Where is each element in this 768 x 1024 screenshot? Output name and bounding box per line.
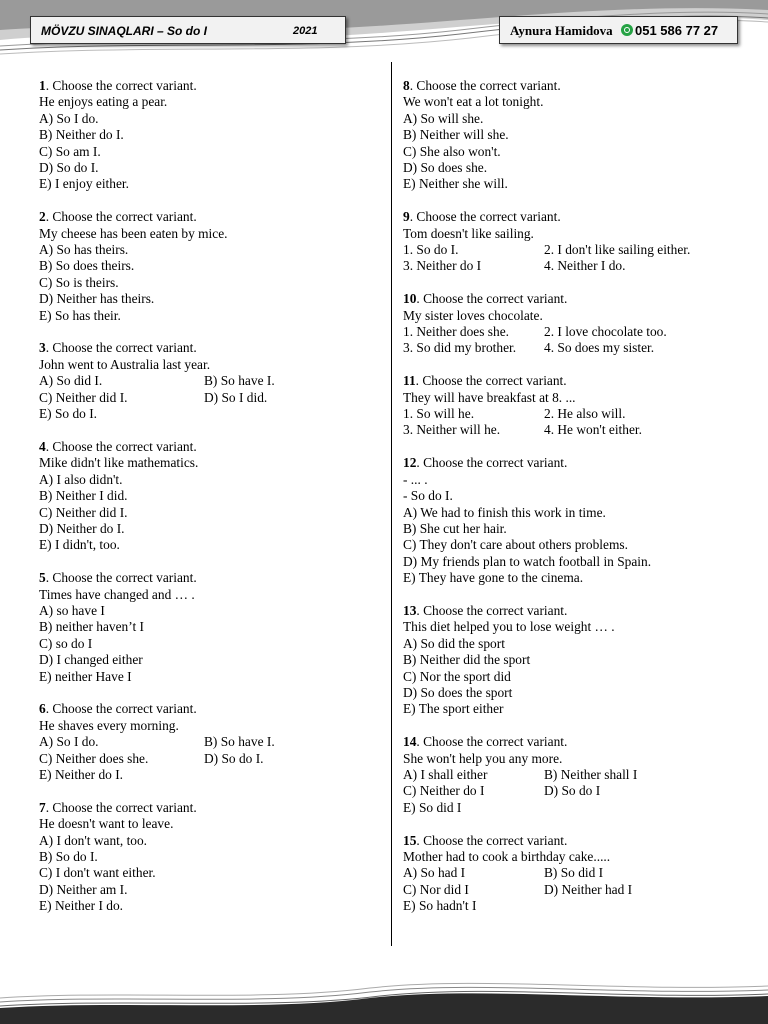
answer-option-row [403, 783, 743, 799]
question-heading [39, 701, 379, 717]
answer-option: D) So does the sport [403, 684, 513, 700]
question-instruction: . Choose the correct variant. [416, 455, 568, 471]
answer-option-row [39, 390, 379, 406]
answer-option-row [403, 865, 743, 881]
question-number: 2 [39, 209, 46, 225]
question-instruction: . Choose the correct variant. [45, 438, 197, 454]
question-heading [403, 78, 743, 94]
answer-option: C) Neither does she. [39, 750, 149, 766]
question-block [39, 78, 379, 193]
answer-option: 2. I don't like sailing either. [544, 242, 691, 258]
question-instruction: . Choose the correct variant. [416, 832, 568, 848]
answer-option: A) I also didn't. [39, 471, 123, 487]
answer-option: C) So am I. [39, 143, 101, 159]
question-number: 4 [39, 438, 46, 454]
answer-option: D) My friends plan to watch football in Spain. [403, 553, 652, 569]
answer-option: C) Neither did I. [39, 504, 128, 520]
column-divider [391, 62, 392, 946]
question-instruction: . Choose the correct variant. [45, 340, 197, 356]
question-number: 8 [403, 78, 410, 93]
question-sentence: This diet helped you to lose weight … . [403, 619, 615, 635]
answer-option: A) I shall either [403, 766, 488, 782]
question-sentence: My cheese has been eaten by mice. [39, 225, 228, 241]
answer-option: B) Neither I did. [39, 488, 128, 504]
question-sentence: We won't eat a lot tonight. [403, 94, 544, 110]
question-block [403, 833, 743, 915]
answer-option: B) Neither did the sport [403, 652, 531, 668]
answer-option: D) So do I [544, 783, 601, 799]
question-heading [39, 439, 379, 455]
answer-option: A) We had to finish this work in time. [403, 504, 606, 520]
answer-option: 3. Neither do I [403, 258, 482, 274]
question-number: 5 [39, 570, 46, 586]
question-heading [403, 734, 743, 750]
answer-option: D) Neither has theirs. [39, 291, 155, 307]
question-instruction: . Choose the correct variant. [409, 78, 561, 93]
answer-option: C) They don't care about others problems. [403, 537, 628, 553]
question-sentence: Times have changed and … . [39, 586, 195, 602]
answer-option: A) so have I [39, 602, 105, 618]
question-block [39, 800, 379, 915]
question-instruction: . Choose the correct variant. [45, 78, 197, 93]
answer-option: B) She cut her hair. [403, 520, 507, 536]
question-sentence: He doesn't want to leave. [39, 816, 174, 832]
answer-option: 3. So did my brother. [403, 340, 517, 356]
answer-option-row [403, 406, 743, 422]
question-number: 7 [39, 799, 46, 815]
answer-option: B) So did I [544, 865, 604, 881]
question-heading [39, 340, 379, 356]
footer-decoration [0, 978, 768, 1024]
question-number: 12 [403, 455, 417, 471]
answer-option: C) Nor the sport did [403, 668, 511, 684]
answer-option-row [403, 340, 743, 356]
answer-option-row [403, 882, 743, 898]
question-number: 9 [403, 209, 410, 225]
answer-option: D) So does she. [403, 160, 488, 176]
question-instruction: . Choose the correct variant. [45, 701, 197, 717]
right-column [403, 78, 743, 931]
left-column [39, 78, 379, 931]
answer-option: E) Neither do I. [39, 766, 124, 782]
header-author-box [499, 16, 738, 44]
whatsapp-icon [621, 24, 633, 36]
answer-option: D) Neither am I. [39, 881, 128, 897]
answer-option: D) So do I. [39, 160, 99, 176]
author-name: Aynura Hamidova [510, 23, 613, 38]
question-block [403, 603, 743, 718]
question-number: 13 [403, 602, 417, 618]
question-instruction: . Choose the correct variant. [416, 602, 568, 618]
answer-option: B) neither haven’t I [39, 619, 144, 635]
answer-option: 4. He won't either. [544, 422, 642, 438]
question-instruction: . Choose the correct variant. [45, 570, 197, 586]
answer-option: E) neither Have I [39, 668, 132, 684]
answer-option: E) So did I [403, 799, 462, 815]
answer-option: C) She also won't. [403, 143, 501, 159]
answer-option: C) Nor did I [403, 881, 469, 897]
question-heading [39, 209, 379, 225]
answer-option: 3. Neither will he. [403, 422, 501, 438]
question-number: 14 [403, 734, 417, 750]
answer-option: D) I changed either [39, 652, 143, 668]
question-block [403, 78, 743, 193]
question-instruction: . Choose the correct variant. [45, 209, 197, 225]
answer-option: 4. Neither I do. [544, 258, 626, 274]
question-sentence: My sister loves chocolate. [403, 307, 543, 323]
page-title: MÖVZU SINAQLARI – So do I [41, 24, 208, 38]
answer-option: C) So is theirs. [39, 274, 119, 290]
answer-option: C) Neither did I. [39, 389, 128, 405]
answer-option: 4. So does my sister. [544, 340, 655, 356]
answer-option: A) I don't want, too. [39, 832, 148, 848]
question-block [403, 373, 743, 439]
answer-option: A) So has theirs. [39, 242, 129, 258]
question-heading [403, 373, 743, 389]
answer-option: E) Neither I do. [39, 898, 124, 914]
question-heading [403, 209, 743, 225]
answer-option-row [39, 734, 379, 750]
question-block [39, 340, 379, 422]
question-sentence: Mother had to cook a birthday cake..... [403, 848, 611, 864]
question-number: 3 [39, 340, 46, 356]
answer-option-row [39, 751, 379, 767]
answer-option: E) So do I. [39, 406, 98, 422]
question-block [403, 291, 743, 357]
question-block [403, 209, 743, 275]
answer-option: E) So has their. [39, 307, 121, 323]
question-heading [403, 603, 743, 619]
answer-option-row [39, 373, 379, 389]
question-sentence: - ... . [403, 471, 428, 487]
answer-option: A) So will she. [403, 110, 484, 126]
answer-option: E) I didn't, too. [39, 537, 120, 553]
question-heading [39, 78, 379, 94]
question-instruction: . Choose the correct variant. [416, 291, 568, 307]
question-number: 6 [39, 701, 46, 717]
question-instruction: . Choose the correct variant. [45, 799, 197, 815]
answer-option-row [403, 422, 743, 438]
question-sentence: - So do I. [403, 488, 453, 504]
answer-option: 2. I love chocolate too. [544, 324, 667, 340]
question-heading [403, 291, 743, 307]
header-year: 2021 [293, 25, 318, 37]
answer-option: A) So I do. [39, 110, 99, 126]
answer-option-row [403, 767, 743, 783]
question-sentence: She won't help you any more. [403, 750, 563, 766]
answer-option: D) So do I. [204, 750, 264, 766]
answer-option: B) Neither shall I [544, 766, 638, 782]
question-sentence: He enjoys eating a pear. [39, 94, 168, 110]
answer-option: E) So hadn't I [403, 898, 477, 914]
question-block [39, 570, 379, 685]
phone-number: 051 586 77 27 [635, 23, 719, 38]
question-instruction: . Choose the correct variant. [409, 209, 561, 225]
question-number: 15 [403, 832, 417, 848]
answer-option: D) Neither had I [544, 881, 633, 897]
question-sentence: They will have breakfast at 8. ... [403, 389, 576, 405]
answer-option: E) I enjoy either. [39, 176, 129, 192]
question-sentence: Tom doesn't like sailing. [403, 225, 534, 241]
question-block [39, 439, 379, 554]
question-instruction: . Choose the correct variant. [416, 734, 568, 750]
question-heading [403, 455, 743, 471]
answer-option: A) So had I [403, 865, 466, 881]
question-heading [403, 833, 743, 849]
question-sentence: He shaves every morning. [39, 717, 179, 733]
answer-option-row [403, 258, 743, 274]
answer-option: E) Neither she will. [403, 176, 508, 192]
answer-option: B) Neither do I. [39, 127, 124, 143]
answer-option: C) so do I [39, 635, 93, 651]
answer-option: 1. So will he. [403, 406, 475, 422]
answer-option: E) The sport either [403, 701, 504, 717]
question-block [39, 701, 379, 783]
question-sentence: Mike didn't like mathematics. [39, 455, 199, 471]
answer-option: B) So have I. [204, 373, 275, 389]
header-title-box [30, 16, 346, 44]
answer-option: 1. Neither does she. [403, 324, 509, 340]
question-heading [39, 800, 379, 816]
answer-option: C) I don't want either. [39, 865, 156, 881]
question-number: 10 [403, 291, 417, 307]
question-number: 11 [403, 373, 416, 389]
question-block [39, 209, 379, 324]
answer-option: A) So I do. [39, 734, 99, 750]
answer-option: A) So did the sport [403, 635, 505, 651]
answer-option: B) Neither will she. [403, 127, 509, 143]
answer-option: B) So does theirs. [39, 258, 135, 274]
answer-option: D) Neither do I. [39, 520, 125, 536]
question-block [403, 455, 743, 586]
answer-option: C) Neither do I [403, 783, 485, 799]
answer-option: B) So do I. [39, 849, 98, 864]
question-block [403, 734, 743, 816]
answer-option: A) So did I. [39, 373, 103, 389]
question-instruction: . Choose the correct variant. [415, 373, 567, 389]
answer-option: 2. He also will. [544, 406, 626, 422]
question-number: 1 [39, 78, 46, 93]
answer-option: E) They have gone to the cinema. [403, 570, 584, 586]
answer-option: B) So have I. [204, 734, 275, 750]
question-heading [39, 570, 379, 586]
answer-option-row [403, 242, 743, 258]
answer-option: D) So I did. [204, 389, 268, 405]
answer-option-row [403, 324, 743, 340]
question-sentence: John went to Australia last year. [39, 356, 211, 372]
answer-option: 1. So do I. [403, 242, 459, 258]
